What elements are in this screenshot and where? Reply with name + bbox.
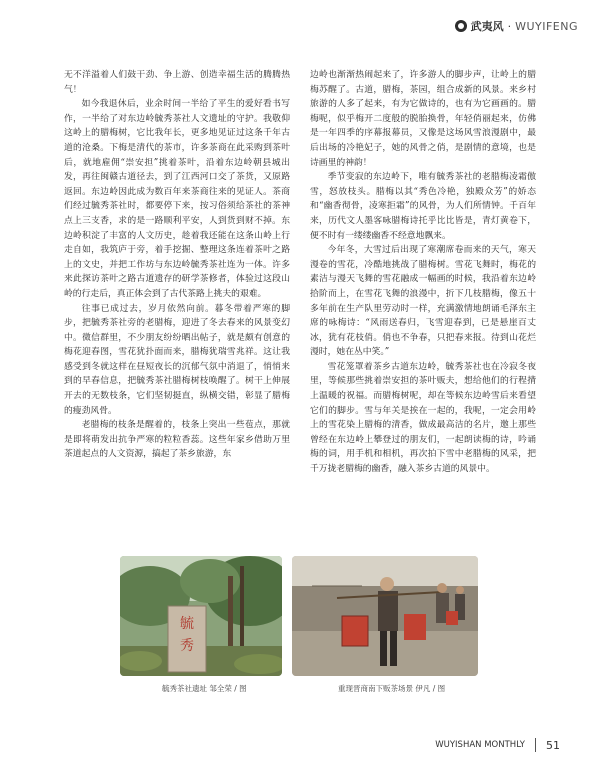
photo-tea-house-ruins <box>120 556 282 676</box>
page-footer <box>435 738 560 752</box>
stone-carving-char-2: 秀 <box>180 638 194 654</box>
footer-divider <box>535 738 536 752</box>
paragraph: 雪花笼罩着茶乡古道东边岭，毓秀茶社也在冷寂冬夜里，等候那些挑着崇安担的茶叶贩夫，想给他们的行程揹上温暖的祝福。而腊梅树呢，却在等候东边岭雪后来看望它们的脚步。雪与年关是挨在一起的，我呢，一定会用岭上的雪花染上腊梅的清香，做成最高洁的名片，邀上那些曾经在东边岭上攀登过的朋友们，一起朗读梅的诗，吟诵梅的词，用手机和相机，再次拍下雪中老腊梅的风采，把千万拢老腊梅的幽香，融入茶乡古道的风景中。 <box>310 361 536 475</box>
paragraph: 老腊梅的枝条是醒着的，枝条上突出一些苞点，那就是即将萌发出抗争严寒的粒粒香蕊。这些年家乡借助万里茶道起点的人文资源，搞起了茶乡旅游，东 <box>64 420 290 460</box>
paragraph: 今年冬，大雪过后出现了寒潮席卷而来的天气，寒天漫卷的雪花，冷酷地挑战了腊梅树。雪花飞舞时，梅花的素洁与漫天飞舞的雪花融成一幅画的时候，我沿着东边岭拾阶而上，在雪花飞舞的浪漫中，折下几枝腊梅，像五十多年前在生产队里劳动时一样，充满激情地朗诵毛泽东主席的咏梅诗：“风雨送春归，飞雪迎春到，已是悬崖百丈冰，犹有花枝俏。俏也不争春，只把春来报。待到山花烂漫时，她在丛中笑。” <box>310 245 536 358</box>
paragraph: 边岭也渐渐热闹起来了，许多游人的脚步声，让岭上的腊梅苏醒了。古道，腊梅，茶园，组合成新的风景。来乡村旅游的人多了起来，有为它做诗的，也有为它画画的。腊梅呢，似乎梅开二度般的脱胎换骨，年轻俏丽起来，仿佛是一年四季的序幕报幕员，又像是这场风雪浪漫剧中，最后出场的冷艳妃子，她的风骨之俏，是剧情的意境，也是诗画里的神韵！ <box>310 70 536 168</box>
magazine-name: WUYISHAN MONTHLY <box>435 740 525 750</box>
masthead <box>455 18 578 34</box>
photo-caption: 重现晋商南下贩茶场景 伊凡 / 图 <box>338 684 446 693</box>
left-text-column <box>64 68 290 462</box>
paragraph: 如今我退休后，业余时间一半给了平生的爱好看书写作，一半给了对东边岭毓秀茶社人文遗址的守护。我敬仰这岭上的腊梅树，它比我年长，更多地见证过这条千年古道的沧桑。下梅是清代的茶市，许多茶商在此采购到茶叶后，就地雇佣“崇安担”挑着茶叶，沿着东边岭朝县城出发，再往闽赣古道径去，到了江西河口交了茶货，又原路返回。东边岭因此成为数百年来茶商往来的见证人。茶商们经过毓秀茶社时，都要停下来，按习俗须给茶社的茶神点上三支香，求的是一路顺利平安，人到货到财不掉。东边岭积淀了丰富的人文历史，趁着我还能在这条山岭上行走自如，我筑庐于旁，着手挖掘、整理这条连着茶叶之路上的文史，并把工作坊与东边岭毓秀茶社连为一体。许多来此探访茶叶之路古道遗存的研学茶修者，体验过这段山岭的行走后，真正体会到了古代茶路上挑夫的艰难。 <box>64 99 290 299</box>
paragraph: 往事已成过去，岁月依然向前。暮冬带着严寒的脚步，把毓秀茶社旁的老腊梅，迎进了冬去春来的风景变幻中。微信群里，不少朋友纷纷晒出帖子，就是颇有创意的梅花迎春图，雪花犹扑面而来，腊梅犹瑞雪兆祥。这让我感受到冬就这样在昼短夜长的沉郁气氛中消退了，悄悄来到的早春信息，把毓秀茶社腊梅树枝唤醒了。树干上伸展开去的无数枝条，它们坚韧挺直，纵横交错，彰显了腊梅的瘦劲风骨。 <box>64 303 290 416</box>
masthead-english-title: WUYIFENG <box>515 19 578 33</box>
masthead-chinese-title: 武夷风 <box>470 20 504 33</box>
magazine-logo-icon <box>455 20 467 32</box>
masthead-separator: · <box>507 19 512 33</box>
paragraph: 季节变寂的东边岭下，唯有毓秀茶社的老腊梅凌霜傲雪，怒放枝头。腊梅以其“秀色冷艳，独殿众芳”的娇态和“幽香彻骨，凌寒拒霜”的风骨，为人们所情钟。千百年来，历代文人墨客咏腊梅诗托乎比比皆是，青灯黄卷下，便不时有一缕缕幽香不经意地飘来。 <box>310 172 536 241</box>
stone-carving-char-1: 毓 <box>180 616 194 632</box>
photo-tea-porters-reenactment <box>292 556 478 676</box>
right-text-column <box>310 68 536 477</box>
photo-caption: 毓秀茶社遗址 邹全荣 / 图 <box>162 684 247 693</box>
paragraph: 无不洋溢着人们鼓干劲、争上游、创造幸福生活的腾腾热气！ <box>64 70 290 95</box>
page-number: 51 <box>546 738 560 752</box>
